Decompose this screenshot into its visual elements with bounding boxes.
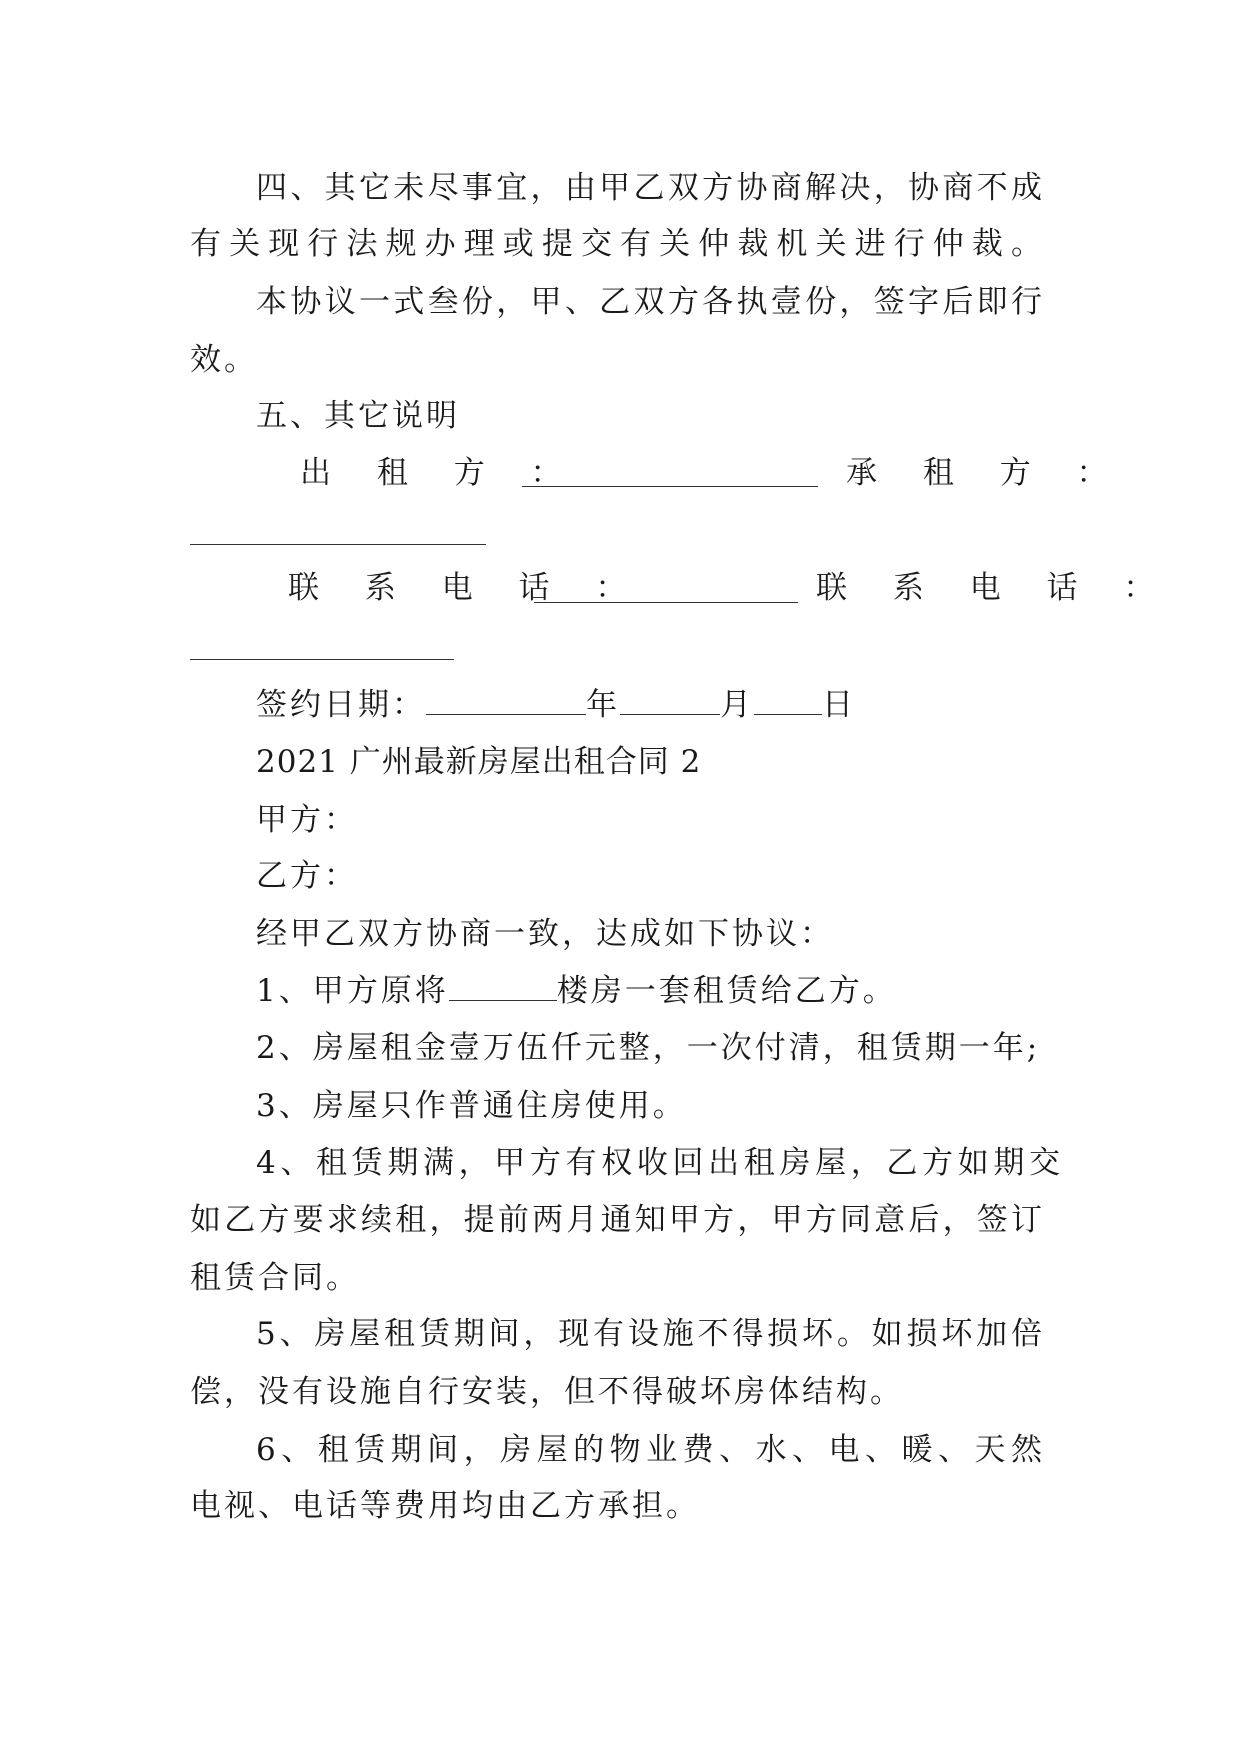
paragraph-4-line-2: 有关现行法规办理或提交有关仲裁机关进行仲裁。 <box>190 226 1045 262</box>
lessee-label: 承 租 方 ： <box>846 455 1126 491</box>
party-b-label: 乙方： <box>256 858 358 894</box>
clause-1 <box>256 971 897 1011</box>
signing-date <box>256 685 856 725</box>
day-label: 日 <box>822 687 856 723</box>
year-blank <box>426 688 586 715</box>
clause-4-line-1: 4、租赁期满，甲方有权收回出租房屋，乙方如期交 <box>256 1145 1063 1181</box>
day-blank <box>754 688 822 715</box>
clause-1-prefix: 1、甲方原将 <box>256 973 449 1009</box>
clause-5-line-2: 偿，没有设施自行安装，但不得破坏房体结构。 <box>190 1374 904 1410</box>
lessee-phone-blank <box>190 659 454 660</box>
clause-4-line-2: 如乙方要求续租，提前两月通知甲方，甲方同意后，签订 <box>190 1202 1045 1238</box>
clause-1-suffix: 楼房一套租赁给乙方。 <box>556 973 897 1009</box>
clause-2: 2、房屋租金壹万伍仟元整，一次付清，租赁期一年; <box>256 1030 1041 1066</box>
building-blank <box>449 974 557 1001</box>
clause-3: 3、房屋只作普通住房使用。 <box>256 1088 687 1124</box>
copies-paragraph-line-2: 效。 <box>190 342 258 378</box>
clause-5-line-1: 5、房屋租赁期间，现有设施不得损坏。如损坏加倍 <box>256 1316 1045 1352</box>
paragraph-4-line-1: 四、其它未尽事宜，由甲乙双方协商解决，协商不成 <box>256 170 1045 206</box>
clause-4-line-3: 租赁合同。 <box>190 1260 360 1296</box>
clause-6-line-2: 电视、电话等费用均由乙方承担。 <box>190 1488 700 1524</box>
copies-paragraph-line-1: 本协议一式叁份，甲、乙双方各执壹份，签字后即行 <box>256 284 1045 320</box>
lessor-label: 出 租 方 ： <box>300 455 580 491</box>
lessor-phone-blank <box>534 602 798 603</box>
clause-6-line-1: 6、租赁期间，房屋的物业费、水、电、暖、天然 <box>256 1432 1045 1468</box>
party-a-label: 甲方： <box>256 802 358 838</box>
lessor-blank <box>522 486 818 487</box>
lessor-phone-label: 联 系 电 话 ： <box>288 570 645 606</box>
signing-date-label: 签约日期： <box>256 687 426 723</box>
month-blank <box>620 688 720 715</box>
year-label: 年 <box>586 687 620 723</box>
section-5-heading: 五、其它说明 <box>256 398 460 434</box>
lessee-blank <box>190 544 486 545</box>
month-label: 月 <box>720 687 754 723</box>
agreement-intro: 经甲乙双方协商一致，达成如下协议： <box>256 916 834 952</box>
contract-2-title: 2021 广州最新房屋出租合同 2 <box>256 744 702 780</box>
lessee-phone-label: 联 系 电 话 ： <box>816 570 1173 606</box>
